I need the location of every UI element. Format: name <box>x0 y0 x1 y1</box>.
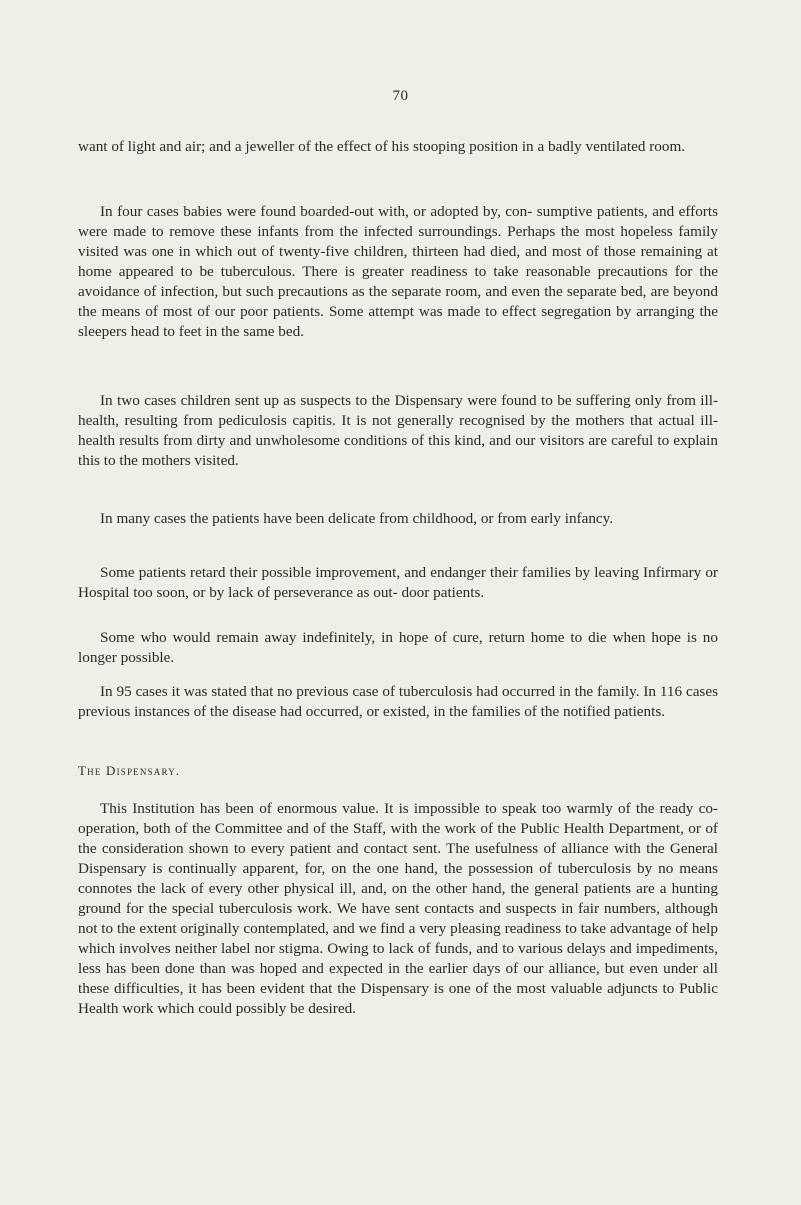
paragraph-1: want of light and air; and a jeweller of the effect of his stooping position in a badly ventilated room. <box>78 138 686 155</box>
section-heading-block <box>78 763 718 779</box>
paragraph-5: Some patients retard their possible improvement, and endanger their families by leaving Infirmary or Hospital too soon, or by lack of perseverance as out- door patients. <box>78 564 718 601</box>
paragraph-4: In many cases the patients have been delicate from childhood, or from early infancy. <box>100 510 614 527</box>
paragraph-2-block <box>78 202 718 342</box>
paragraph-3: In two cases children sent up as suspects to the Dispensary were found to be suffering only from ill-health, resulting from pediculosis capitis. It is not generally recognised by the mothers that actual ill-health results from dirty and unwholesome conditions of this kind, and our visitors are careful to explain this to the mothers visited. <box>78 392 718 469</box>
section-paragraph-block <box>78 799 718 1019</box>
paragraph-4-block <box>78 509 718 529</box>
section-heading: The Dispensary. <box>78 763 181 778</box>
paragraph-1-block <box>78 137 718 157</box>
paragraph-6: Some who would remain away indefinitely, in hope of cure, return home to die when hope is no longer possible. <box>78 629 718 666</box>
paragraph-6-block <box>78 628 718 668</box>
paragraph-5-block <box>78 563 718 603</box>
paragraph-7: In 95 cases it was stated that no previous case of tuberculosis had occurred in the family. In 116 cases previous instances of the disease had occurred, or existed, in the families of the notified patients. <box>78 683 718 720</box>
section-paragraph: This Institution has been of enormous value. It is impossible to speak too warmly of the ready co-operation, both of the Committee and of the Staff, with the work of the Public Health Department, or of the consideration shown to every patient and contact sent. The usefulness of alliance with the General Dispensary is continually apparent, for, on the one hand, the possession of tuberculosis by no means connotes the lack of every other physical ill, and, on the other hand, the general patients are a hunting ground for the special tuberculosis work. We have sent contacts and suspects in fair numbers, although not to the extent originally contemplated, and we find a very pleasing readiness to take advantage of help which involves neither label nor stigma. Owing to lack of funds, and to various delays and impediments, less has been done than was hoped and expected in the earlier days of our alliance, but even under all these difficulties, it has been evident that the Dispensary is one of the most valuable adjuncts to Public Health work which could possibly be desired. <box>78 800 718 1017</box>
page-number: 70 <box>392 88 409 104</box>
paragraph-2: In four cases babies were found boarded-out with, or adopted by, con- sumptive patients, and efforts were made to remove these infants from the infected surroundings. Perhaps the most hopeless family visited was one in which out of twenty-five children, thirteen had died, and most of those remaining at home appeared to be tuberculous. There is greater readiness to take reasonable precautions for the avoidance of infection, but such precautions as the separate room, and even the separate bed, are beyond the means of most of our poor patients. Some attempt was made to effect segregation by arranging the sleepers head to feet in the same bed. <box>78 203 718 340</box>
paragraph-7-block <box>78 682 718 722</box>
paragraph-3-block <box>78 391 718 471</box>
